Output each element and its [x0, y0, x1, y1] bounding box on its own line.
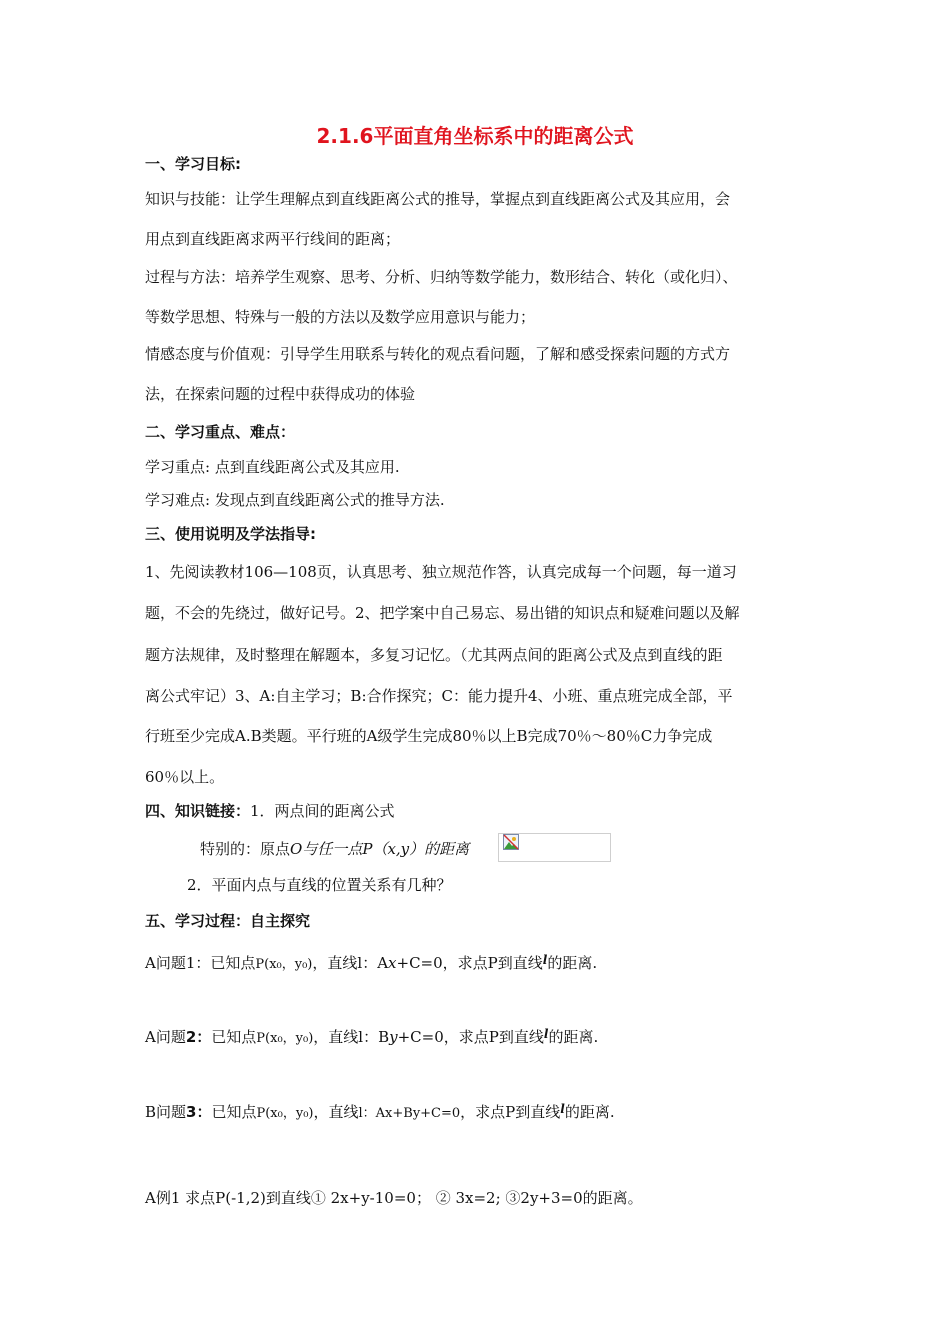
instructions-line4: 离公式牢记）3、A:自主学习；B:合作探究；C：能力提升4、小班、重点班完成全部，平: [145, 687, 733, 705]
point-label: P: [362, 840, 373, 858]
question-1: [145, 949, 810, 976]
section5-heading: 五、学习过程：自主探究: [145, 912, 311, 930]
q2-var: y: [389, 1028, 398, 1046]
q3-known: 已知点: [211, 1103, 257, 1121]
section3-heading: 三、使用说明及学法指导:: [145, 525, 316, 543]
instructions-line6: 60％以上。: [145, 768, 225, 786]
emotion-goal-line2: 法，在探索问题的过程中获得成功的体验: [145, 385, 416, 403]
section4-heading: 四、知识链接：: [145, 802, 251, 820]
question-3: [145, 1098, 810, 1125]
q3-rest: ，求点P到直线: [460, 1103, 561, 1121]
q1-line: ，直线l：A: [312, 954, 389, 972]
example-1: A例1 求点P(-1,2)到直线① 2x+y-10=0； ② 3x=2; ③2y+3=0的距离。: [145, 1189, 643, 1207]
q3-ell-symbol: l: [560, 1102, 565, 1116]
q2-number: 2：: [185, 1028, 212, 1046]
question-2: [145, 1023, 810, 1050]
q2-rest: +C=0，求点P到直线: [397, 1028, 544, 1046]
q1-end: 的距离.: [547, 954, 598, 972]
position-relation-item: 2．平面内点与直线的位置关系有几种？: [187, 876, 452, 894]
q3-line-word: ，直线: [313, 1103, 359, 1121]
difficult-point: 学习难点: 发现点到直线距离公式的推导方法.: [145, 491, 445, 509]
instructions-line3: 题方法规律，及时整理在解题本，多复习记忆。（尤其两点间的距离公式及点到直线的距: [145, 646, 723, 664]
q2-point: P(x₀，y₀): [256, 1031, 314, 1046]
knowledge-goal-line1: 知识与技能：让学生理解点到直线距离公式的推导，掌握点到直线距离公式及其应用，会: [145, 190, 731, 208]
key-point: 学习重点: 点到直线距离公式及其应用.: [145, 458, 400, 476]
emotion-goal-line1: 情感态度与价值观：引导学生用联系与转化的观点看问题，了解和感受探索问题的方式方: [145, 345, 731, 363]
q3-prefix: B问题: [145, 1103, 187, 1121]
broken-image-icon: [503, 834, 519, 850]
special-mid: 与任一点: [302, 840, 363, 858]
section2-heading: 二、学习重点、难点：: [145, 423, 296, 441]
q3-number: 3：: [186, 1103, 212, 1121]
point-coords: （x,y）: [372, 840, 425, 858]
knowledge-link-row: [145, 800, 810, 822]
q3-point: P(x₀，y₀): [256, 1106, 314, 1121]
distance-formula-item: 1．两点间的距离公式: [250, 802, 395, 820]
instructions-line1: 1、先阅读教材106—108页，认真思考、独立规范作答，认真完成每一个问题，每一道习: [145, 563, 737, 581]
special-suffix: 的距离: [424, 840, 470, 858]
origin-label: O: [290, 840, 303, 858]
q2-ell-symbol: l: [543, 1027, 549, 1041]
q2-prefix: A问题: [145, 1028, 186, 1046]
q2-known: 已知点: [211, 1028, 257, 1046]
instructions-line2: 题，不会的先绕过，做好记号。2、把学案中自己易忘、易出错的知识点和疑难问题以及解: [145, 604, 740, 622]
q2-end: 的距离.: [548, 1028, 599, 1046]
q1-prefix: A问题1：已知点: [145, 954, 256, 972]
q1-ell-symbol: l: [542, 953, 548, 967]
q2-line: ，直线l：B: [313, 1028, 390, 1046]
special-prefix: 特别的：原点: [200, 840, 291, 858]
q1-var: x: [388, 954, 397, 972]
process-goal-line1: 过程与方法：培养学生观察、思考、分析、归纳等数学能力，数形结合、转化（或化归）、: [145, 268, 738, 286]
knowledge-goal-line2: 用点到直线距离求两平行线间的距离；: [145, 230, 401, 248]
q1-rest: +C=0，求点P到直线: [396, 954, 543, 972]
section1-heading: 一、学习目标:: [145, 155, 241, 173]
q3-end: 的距离.: [564, 1103, 615, 1121]
process-goal-line2: 等数学思想、特殊与一般的方法以及数学应用意识与能力；: [145, 308, 536, 326]
instructions-line5: 行班至少完成A.B类题。平行班的A级学生完成80％以上B完成70％～80％C力争完成: [145, 727, 713, 745]
page-title: 2.1.6平面直角坐标系中的距离公式: [316, 124, 634, 148]
q3-line-eq: l：Ax+By+C=0: [358, 1106, 461, 1121]
q1-point: P(x₀，y₀): [255, 957, 313, 972]
